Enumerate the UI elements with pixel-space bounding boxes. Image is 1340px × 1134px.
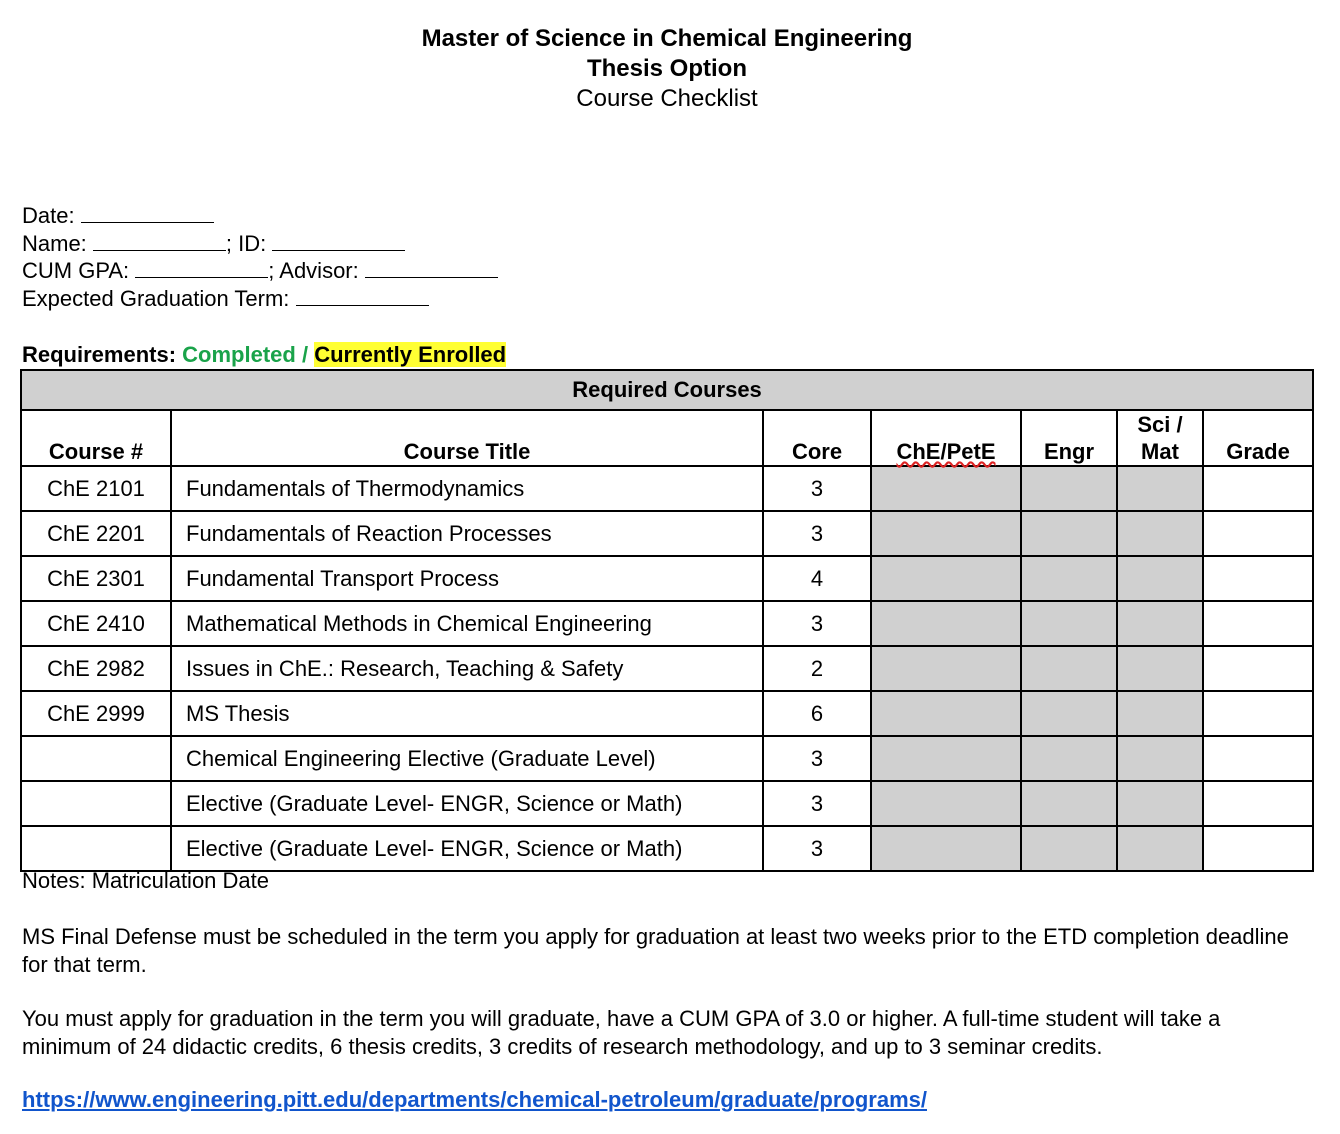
sci-mat-cell[interactable]	[1117, 646, 1203, 691]
requirements-label: Requirements:	[22, 342, 183, 367]
engr-cell[interactable]	[1021, 511, 1117, 556]
sci-mat-cell[interactable]	[1117, 781, 1203, 826]
legend-separator: /	[295, 342, 315, 367]
graduation-label: Expected Graduation Term:	[22, 285, 296, 311]
section-header: Required Courses	[21, 370, 1313, 410]
name-label: Name:	[22, 230, 93, 256]
table-row	[21, 781, 1313, 826]
header-grade: Grade	[1203, 410, 1313, 466]
engr-cell[interactable]	[1021, 691, 1117, 736]
name-blank[interactable]	[93, 230, 226, 251]
core-credits-cell: 3	[763, 511, 871, 556]
advisor-blank[interactable]	[365, 257, 498, 278]
document-title	[0, 24, 1334, 114]
table-row	[21, 736, 1313, 781]
grade-cell[interactable]	[1203, 826, 1313, 871]
advisor-label: ; Advisor:	[268, 258, 365, 283]
table-row	[21, 691, 1313, 736]
course-num-cell	[21, 826, 171, 871]
student-info-fields	[22, 202, 498, 312]
required-courses-table	[20, 369, 1314, 872]
header-sci-mat-line1: Sci /	[1137, 412, 1183, 437]
che-pete-cell[interactable]	[871, 556, 1021, 601]
notes-matriculation: Notes: Matriculation Date	[22, 868, 269, 893]
core-credits-cell: 4	[763, 556, 871, 601]
notes-apply: You must apply for graduation in the term you will graduate, have a CUM GPA of 3.0 or higher. A full-time student will take a minimum of 24 didactic credits, 6 thesis credits, 3 credits of research methodology, and up to 3 seminar credits.	[22, 1006, 1221, 1059]
course-title-cell: Fundamental Transport Process	[171, 556, 763, 601]
header-core: Core	[763, 410, 871, 466]
core-credits-cell: 2	[763, 646, 871, 691]
name-line	[22, 230, 498, 258]
header-engr: Engr	[1021, 410, 1117, 466]
engr-cell[interactable]	[1021, 556, 1117, 601]
core-credits-cell: 3	[763, 736, 871, 781]
che-pete-cell[interactable]	[871, 781, 1021, 826]
date-blank[interactable]	[81, 202, 214, 223]
grade-cell[interactable]	[1203, 781, 1313, 826]
enrolled-legend: Currently Enrolled	[314, 342, 507, 367]
notes-defense: MS Final Defense must be scheduled in the term you apply for graduation at least two weeks prior to the ETD completion deadline for that term.	[22, 924, 1289, 977]
id-blank[interactable]	[272, 230, 405, 251]
header-course-title: Course Title	[171, 410, 763, 466]
header-sci-mat-line2: Mat	[1141, 439, 1179, 464]
core-credits-cell: 3	[763, 466, 871, 511]
table-row	[21, 511, 1313, 556]
sci-mat-cell[interactable]	[1117, 601, 1203, 646]
course-title-cell: MS Thesis	[171, 691, 763, 736]
id-label: ; ID:	[225, 230, 273, 256]
table-row	[21, 556, 1313, 601]
program-link[interactable]: https://www.engineering.pitt.edu/departments/chemical-petroleum/graduate/programs/	[22, 1087, 927, 1112]
header-course-num: Course #	[21, 410, 171, 466]
title-line-2: Thesis Option	[586, 55, 747, 82]
course-title-cell: Mathematical Methods in Chemical Engineering	[171, 601, 763, 646]
grade-cell[interactable]	[1203, 646, 1313, 691]
engr-cell[interactable]	[1021, 826, 1117, 871]
grade-cell[interactable]	[1203, 601, 1313, 646]
requirements-legend	[22, 341, 506, 368]
completed-legend: Completed	[182, 342, 296, 367]
core-credits-cell: 6	[763, 691, 871, 736]
header-che-pete	[871, 410, 1021, 466]
sci-mat-cell[interactable]	[1117, 826, 1203, 871]
course-title-cell: Fundamentals of Reaction Processes	[171, 511, 763, 556]
che-pete-cell[interactable]	[871, 646, 1021, 691]
che-pete-cell[interactable]	[871, 736, 1021, 781]
course-title-cell: Issues in ChE.: Research, Teaching & Safety	[171, 646, 763, 691]
gpa-line	[22, 257, 498, 285]
grade-cell[interactable]	[1203, 556, 1313, 601]
core-credits-cell: 3	[763, 601, 871, 646]
course-num-cell: ChE 2999	[21, 691, 171, 736]
header-che-pete-text: ChE/PetE	[896, 439, 996, 464]
course-num-cell: ChE 2982	[21, 646, 171, 691]
che-pete-cell[interactable]	[871, 826, 1021, 871]
course-rows	[21, 466, 1313, 871]
core-credits-cell: 3	[763, 781, 871, 826]
date-line	[22, 202, 498, 230]
table-row	[21, 601, 1313, 646]
course-num-cell: ChE 2201	[21, 511, 171, 556]
engr-cell[interactable]	[1021, 736, 1117, 781]
engr-cell[interactable]	[1021, 466, 1117, 511]
course-num-cell	[21, 736, 171, 781]
gpa-label: CUM GPA:	[22, 258, 136, 283]
graduation-line	[22, 285, 498, 313]
date-label: Date:	[22, 203, 81, 228]
engr-cell[interactable]	[1021, 781, 1117, 826]
table-row	[21, 466, 1313, 511]
graduation-blank[interactable]	[296, 285, 429, 306]
course-title-cell: Chemical Engineering Elective (Graduate Level)	[171, 736, 763, 781]
course-title-cell: Elective (Graduate Level- ENGR, Science or Math)	[171, 826, 763, 871]
course-title-cell: Fundamentals of Thermodynamics	[171, 466, 763, 511]
table-row	[21, 826, 1313, 871]
sci-mat-cell[interactable]	[1117, 691, 1203, 736]
header-sci-mat	[1117, 410, 1203, 466]
course-num-cell: ChE 2101	[21, 466, 171, 511]
course-num-cell: ChE 2301	[21, 556, 171, 601]
gpa-blank[interactable]	[135, 257, 268, 278]
che-pete-cell[interactable]	[871, 511, 1021, 556]
course-num-cell: ChE 2410	[21, 601, 171, 646]
sci-mat-cell[interactable]	[1117, 511, 1203, 556]
engr-cell[interactable]	[1021, 646, 1117, 691]
engr-cell[interactable]	[1021, 601, 1117, 646]
che-pete-cell[interactable]	[871, 466, 1021, 511]
course-num-cell	[21, 781, 171, 826]
che-pete-cell[interactable]	[871, 691, 1021, 736]
column-header-row	[21, 410, 1313, 466]
sci-mat-cell[interactable]	[1117, 736, 1203, 781]
grade-cell[interactable]	[1203, 691, 1313, 736]
title-line-3: Course Checklist	[576, 85, 758, 112]
grade-cell[interactable]	[1203, 511, 1313, 556]
che-pete-cell[interactable]	[871, 601, 1021, 646]
core-credits-cell: 3	[763, 826, 871, 871]
title-line-1: Master of Science in Chemical Engineering	[421, 25, 913, 52]
sci-mat-cell[interactable]	[1117, 556, 1203, 601]
grade-cell[interactable]	[1203, 466, 1313, 511]
sci-mat-cell[interactable]	[1117, 466, 1203, 511]
grade-cell[interactable]	[1203, 736, 1313, 781]
table-row	[21, 646, 1313, 691]
course-title-cell: Elective (Graduate Level- ENGR, Science or Math)	[171, 781, 763, 826]
